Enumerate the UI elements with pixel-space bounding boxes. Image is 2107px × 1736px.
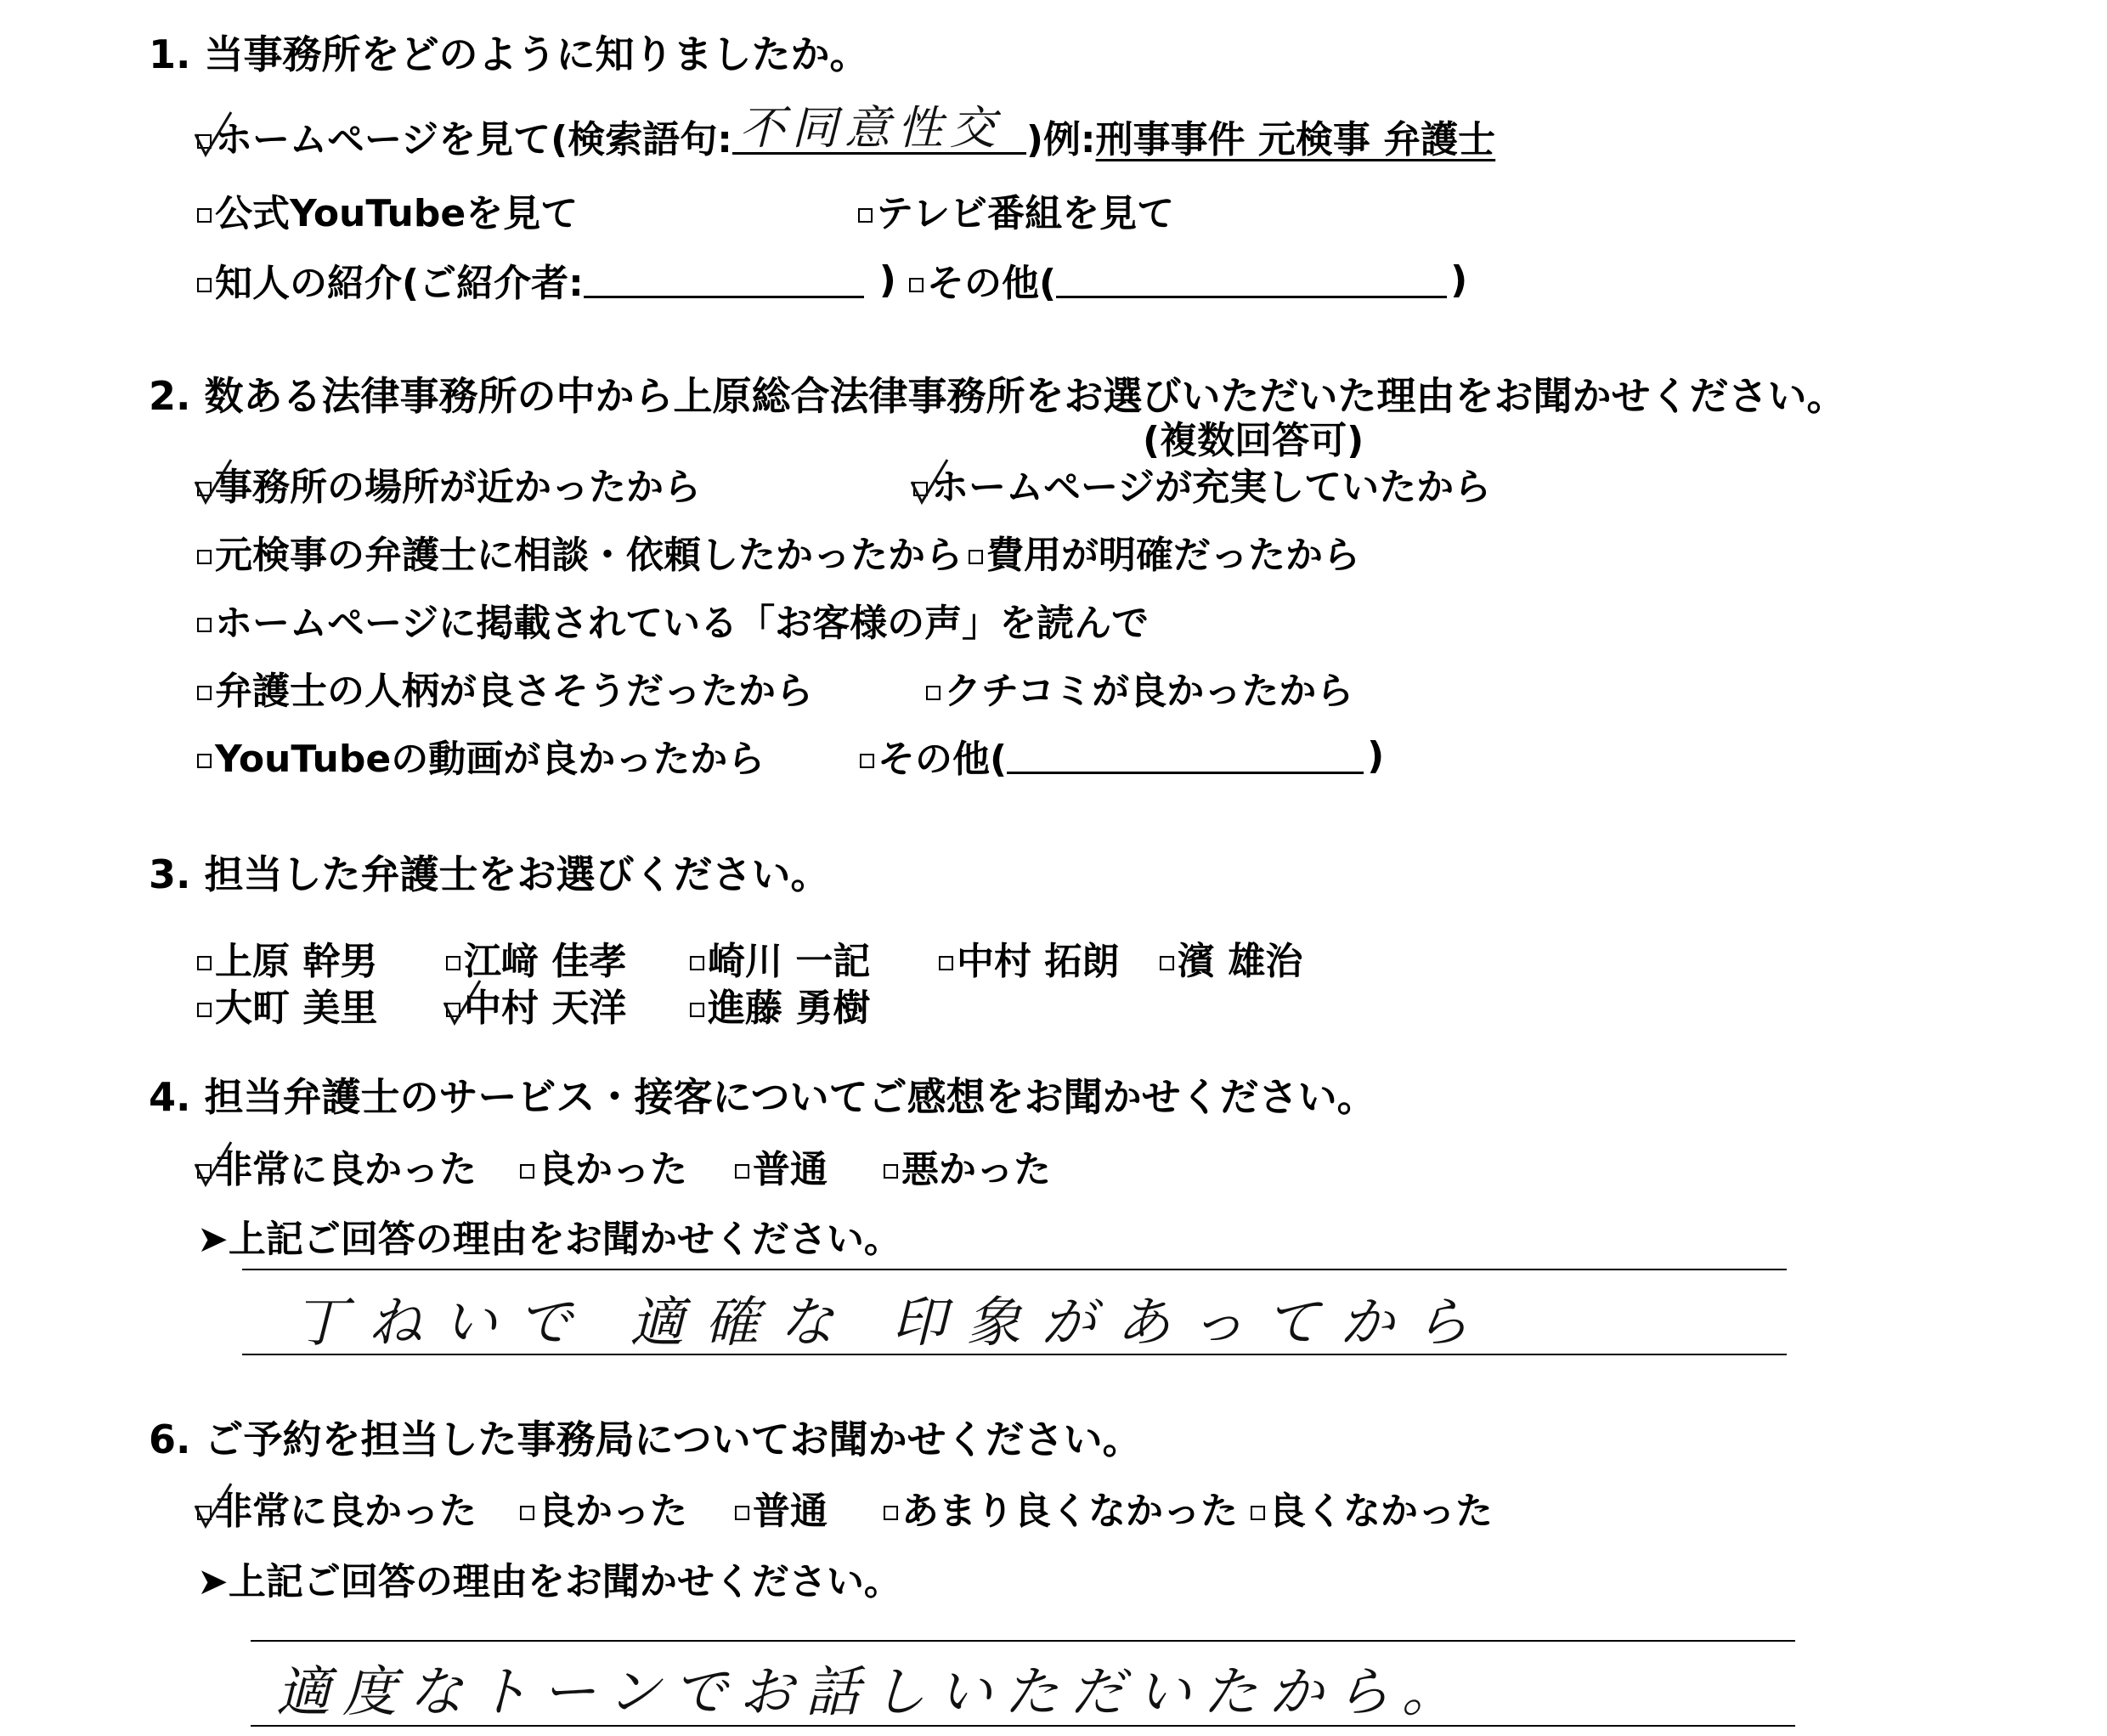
checkbox-checked-icon[interactable] xyxy=(197,134,212,149)
checkbox-icon[interactable] xyxy=(926,686,941,700)
checkbox-icon[interactable] xyxy=(860,754,874,768)
q2-item-personality[interactable] xyxy=(197,660,813,715)
checkbox-icon[interactable] xyxy=(520,1506,534,1520)
q4-option-bad[interactable] xyxy=(884,1139,1051,1193)
other-blank[interactable] xyxy=(1056,262,1447,298)
lawyer-option[interactable] xyxy=(197,977,377,1032)
q2-item-label: ホームページが充実していたから xyxy=(931,466,1492,509)
q4-option-good[interactable] xyxy=(520,1139,687,1193)
q2-other-close: ) xyxy=(1367,733,1385,778)
q6-option-label: あまり良くなかった xyxy=(901,1490,1238,1533)
checkbox-checked-icon[interactable] xyxy=(197,1164,212,1179)
q6-option-not-so-good[interactable] xyxy=(884,1480,1238,1535)
q4-option-label: 良かった xyxy=(538,1148,687,1191)
checkbox-icon[interactable] xyxy=(1160,956,1174,970)
checkbox-checked-icon[interactable] xyxy=(913,482,928,496)
checkbox-icon[interactable] xyxy=(858,208,873,223)
checkbox-icon[interactable] xyxy=(969,550,983,564)
q2-title: 2. 数ある法律事務所の中から上原総合法律事務所をお選びいただいた理由をお聞かせください。 xyxy=(149,373,1846,419)
checkbox-icon[interactable] xyxy=(690,956,704,970)
q4-option-label: 普通 xyxy=(753,1148,828,1191)
q6-answer-line-bottom xyxy=(251,1725,1795,1727)
checkbox-icon[interactable] xyxy=(884,1164,898,1179)
search-term-answer: 不同意性交 xyxy=(732,105,1026,155)
homepage-label: ホームページを見て(検索語句: xyxy=(215,118,732,161)
q2-item-location[interactable] xyxy=(197,456,701,511)
q2-item-label: クチコミが良かったから xyxy=(944,670,1354,713)
checkbox-icon[interactable] xyxy=(446,956,460,970)
checkbox-icon[interactable] xyxy=(735,1164,749,1179)
lawyer-name: 大町 美里 xyxy=(215,987,378,1030)
q6-option-very-good[interactable] xyxy=(197,1480,477,1535)
checkbox-icon[interactable] xyxy=(197,1003,212,1017)
q4-title: 4. 担当弁護士のサービス・接客についてご感想をお聞かせください。 xyxy=(149,1074,1376,1120)
q6-option-not-good[interactable] xyxy=(1251,1480,1493,1535)
referral-close: ) xyxy=(878,257,896,302)
other-label: その他( xyxy=(927,262,1057,305)
q2-item-other[interactable] xyxy=(860,728,1384,783)
q6-option-label: 普通 xyxy=(753,1490,828,1533)
q2-item-customer-voices[interactable] xyxy=(197,592,1149,647)
checkbox-icon[interactable] xyxy=(197,618,212,632)
q1-homepage-option[interactable] xyxy=(197,100,1496,163)
other-close: ) xyxy=(1450,257,1468,302)
checkbox-icon[interactable] xyxy=(735,1506,749,1520)
q4-answer-line-top xyxy=(242,1269,1787,1270)
checkbox-icon[interactable] xyxy=(884,1506,898,1520)
q2-item-clear-fees[interactable] xyxy=(969,524,1360,579)
q6-title: 6. ご予約を担当した事務局についてお聞かせください。 xyxy=(149,1417,1142,1462)
example-prefix: )例: xyxy=(1025,118,1096,161)
lawyer-name: 濱 雄治 xyxy=(1178,940,1303,983)
lawyer-name: 中村 拓朗 xyxy=(957,940,1120,983)
checkbox-icon[interactable] xyxy=(939,956,953,970)
q2-note: (複数回答可) xyxy=(1143,419,1364,462)
lawyer-name: 崎川 一記 xyxy=(708,940,871,983)
q4-option-average[interactable] xyxy=(735,1139,828,1193)
lawyer-option[interactable] xyxy=(939,930,1119,985)
q2-item-label: 事務所の場所が近かったから xyxy=(215,466,701,509)
example-terms: 刑事事件 元検事 弁護士 xyxy=(1095,118,1496,161)
tv-label: テレビ番組を見て xyxy=(876,192,1175,235)
q2-item-label: 元検事の弁護士に相談・依頼したかったから xyxy=(215,534,963,577)
lawyer-name: 江﨑 佳孝 xyxy=(464,940,627,983)
q4-handwritten-answer[interactable]: 丁ねいで 適確な 印象があってから xyxy=(293,1292,1490,1354)
checkbox-icon[interactable] xyxy=(520,1164,534,1179)
q2-item-label: YouTubeの動画が良かったから xyxy=(215,738,765,781)
checkbox-checked-icon[interactable] xyxy=(197,1506,212,1520)
q6-option-label: 非常に良かった xyxy=(215,1490,477,1533)
checkbox-icon[interactable] xyxy=(197,686,212,700)
q4-option-very-good[interactable] xyxy=(197,1139,477,1193)
referral-blank[interactable] xyxy=(584,262,864,298)
lawyer-name: 進藤 勇樹 xyxy=(708,987,871,1030)
q1-title: 1. 当事務所をどのように知りましたか。 xyxy=(149,31,869,77)
lawyer-name: 上原 幹男 xyxy=(215,940,378,983)
q2-item-homepage[interactable] xyxy=(913,456,1491,511)
q2-item-label: ホームページに掲載されている「お客様の声」を読んで xyxy=(215,602,1150,645)
q6-answer-line-top xyxy=(251,1640,1795,1642)
q1-youtube-option[interactable] xyxy=(197,183,578,237)
q6-option-label: 良くなかった xyxy=(1268,1490,1493,1533)
q2-item-former-prosecutor[interactable] xyxy=(197,524,963,579)
youtube-label: 公式YouTubeを見て xyxy=(215,192,579,235)
lawyer-option-selected[interactable] xyxy=(446,977,626,1032)
checkbox-icon[interactable] xyxy=(197,550,212,564)
q2-item-label: 費用が明確だったから xyxy=(986,534,1360,577)
q3-title: 3. 担当した弁護士をお選びください。 xyxy=(149,851,830,897)
lawyer-option[interactable] xyxy=(690,977,870,1032)
q6-handwritten-answer[interactable]: 適度なトーンでお話しいただいたから。 xyxy=(276,1661,1468,1724)
checkbox-checked-icon[interactable] xyxy=(197,482,212,496)
checkbox-icon[interactable] xyxy=(197,956,212,970)
q1-other-option[interactable] xyxy=(909,252,1467,307)
checkbox-icon[interactable] xyxy=(1251,1506,1265,1520)
checkbox-icon[interactable] xyxy=(909,278,924,292)
checkbox-icon[interactable] xyxy=(197,208,212,223)
q4-answer-line-bottom xyxy=(242,1354,1787,1355)
referral-label: 知人の紹介(ご紹介者: xyxy=(215,262,584,305)
lawyer-option[interactable] xyxy=(1160,930,1302,985)
checkbox-icon[interactable] xyxy=(197,754,212,768)
checkbox-icon[interactable] xyxy=(197,278,212,292)
lawyer-name: 中村 天洋 xyxy=(464,987,627,1030)
q6-option-average[interactable] xyxy=(735,1480,828,1535)
q1-referral-option[interactable] xyxy=(197,252,896,307)
q6-option-good[interactable] xyxy=(520,1480,687,1535)
q2-item-youtube[interactable] xyxy=(197,728,765,783)
q4-option-label: 悪かった xyxy=(901,1148,1051,1191)
q6-reason-prompt: ➤上記ご回答の理由をお聞かせください。 xyxy=(197,1560,901,1603)
q4-option-label: 非常に良かった xyxy=(215,1148,477,1191)
q1-tv-option[interactable] xyxy=(858,183,1174,237)
q4-reason-prompt: ➤上記ご回答の理由をお聞かせください。 xyxy=(197,1218,901,1261)
q2-item-label: その他( xyxy=(878,738,1008,781)
q2-item-label: 弁護士の人柄が良さそうだったから xyxy=(215,670,813,713)
q2-other-blank[interactable] xyxy=(1007,738,1364,774)
q2-item-reviews[interactable] xyxy=(926,660,1353,715)
checkbox-icon[interactable] xyxy=(690,1003,704,1017)
q6-option-label: 良かった xyxy=(538,1490,687,1533)
checkbox-checked-icon[interactable] xyxy=(446,1003,460,1017)
